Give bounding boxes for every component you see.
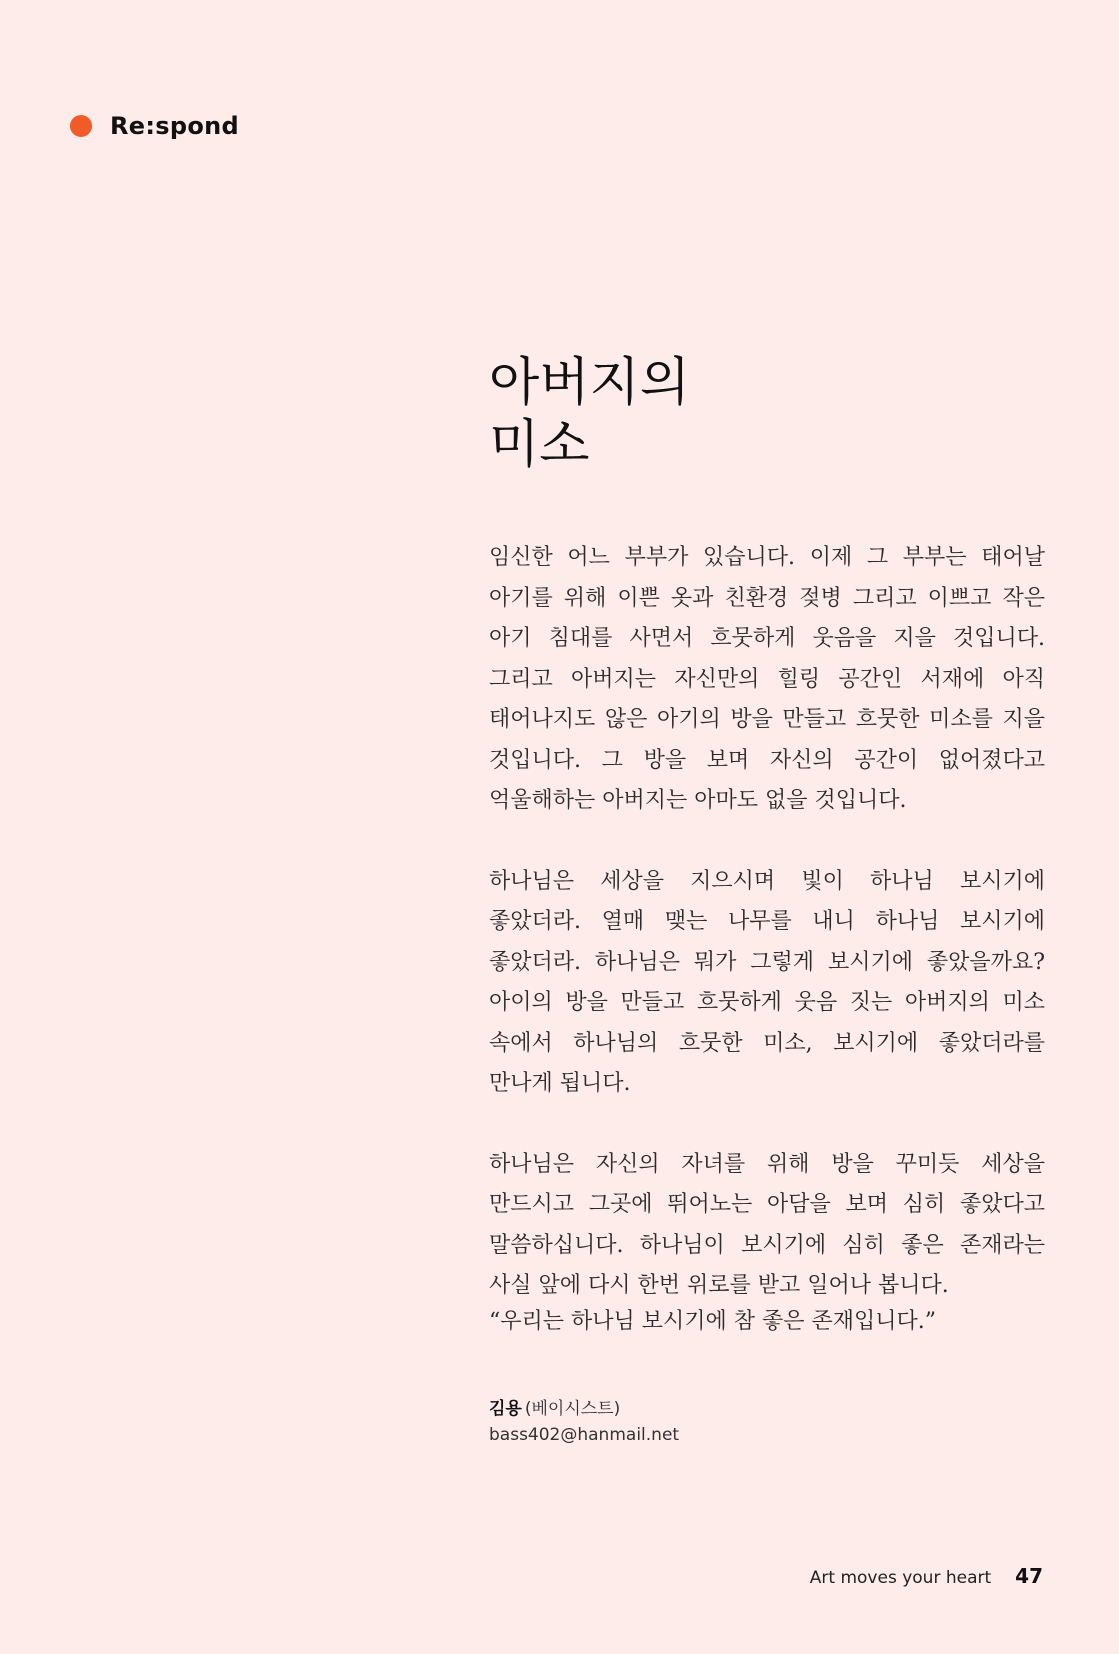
author-role: (베이시스트) xyxy=(524,1399,621,1419)
author-line xyxy=(489,1396,679,1422)
author-block xyxy=(489,1396,679,1448)
author-email: bass402@hanmail.net xyxy=(489,1425,680,1445)
page-footer xyxy=(810,1564,1043,1588)
article-title-line-2: 미소 xyxy=(489,415,590,475)
article-body xyxy=(489,538,1045,1347)
article-quote: “우리는 하나님 보시기에 참 좋은 존재입니다.” xyxy=(489,1309,936,1334)
section-label: Re:spond xyxy=(110,112,239,140)
article-paragraph-2: 하나님은 세상을 지으시며 빛이 하나님 보시기에 좋았더라. 열매 맺는 나무를 내니 하나님 보시기에 좋았더라. 하나님은 뭐가 그렇게 보시기에 좋았을까요? 아이의 방을 만들고 흐뭇하게 웃음 짓는 아버지의 미소 속에서 하나님의 흐뭇한 미소, 보시기에 좋았더라를 만나게 됩니다. xyxy=(489,868,1045,1096)
section-tag xyxy=(70,112,239,140)
page-number: 47 xyxy=(1015,1564,1043,1588)
section-dot-icon xyxy=(70,115,92,137)
article-title xyxy=(489,352,690,476)
article-paragraph-1: 임신한 어느 부부가 있습니다. 이제 그 부부는 태어날 아기를 위해 이쁜 옷과 친환경 젖병 그리고 이쁘고 작은 아기 침대를 사면서 흐뭇하게 웃음을 지을 것입니다. 그리고 아버지는 자신만의 힐링 공간인 서재에 아직 태어나지도 않은 아기의 방을 만들고 흐뭇한 미소를 지을 것입니다. 그 방을 보며 자신의 공간이 없어졌다고 억울해하는 아버지는 아마도 없을 것입니다. xyxy=(489,545,1045,813)
article-paragraph-3: 하나님은 자신의 자녀를 위해 방을 꾸미듯 세상을 만드시고 그곳에 뛰어노는 아담을 보며 심히 좋았다고 말씀하십니다. 하나님이 보시기에 심히 좋은 존재라는 사실 앞에 다시 한번 위로를 받고 일어나 봅니다. xyxy=(489,1151,1045,1298)
article-title-line-1: 아버지의 xyxy=(489,353,690,413)
footer-slogan: Art moves your heart xyxy=(809,1568,992,1588)
author-name: 김용 xyxy=(489,1399,522,1419)
